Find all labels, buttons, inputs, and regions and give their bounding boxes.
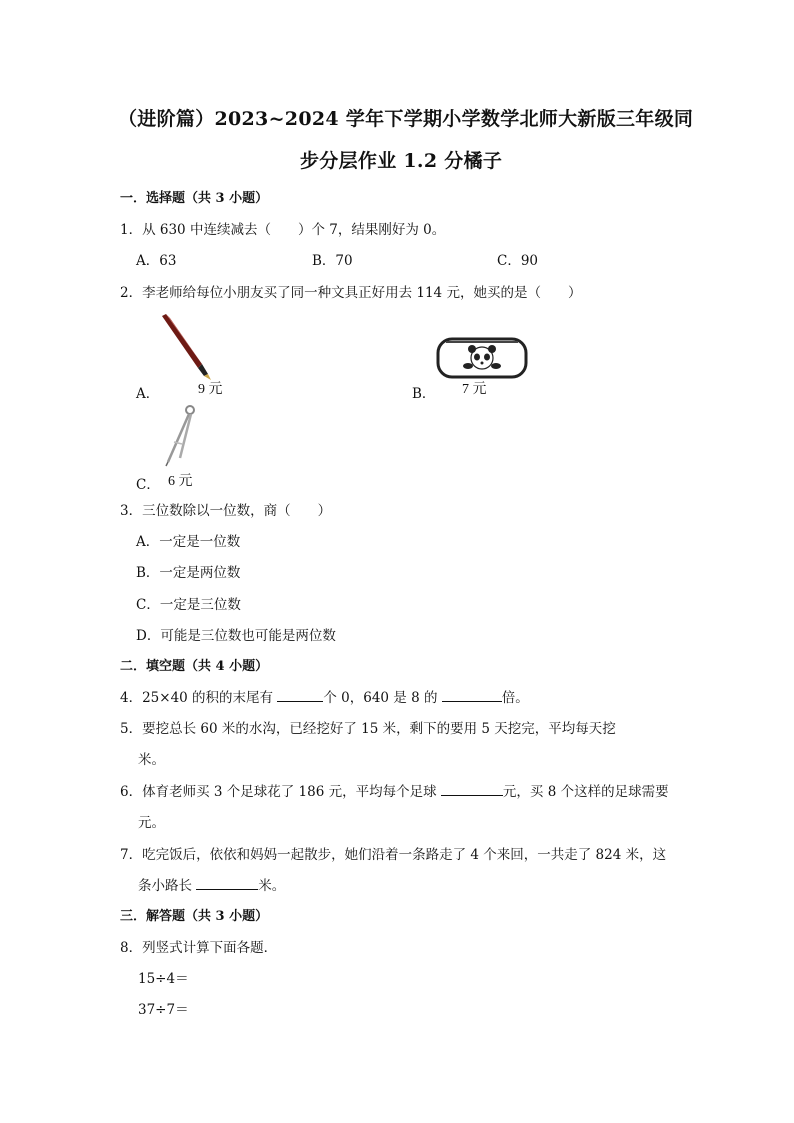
- question-4-blank-1[interactable]: [277, 689, 323, 702]
- question-2-option-b-price: 7 元: [462, 382, 487, 397]
- question-7-line2: [138, 874, 285, 894]
- question-3-option-d: D．可能是三位数也可能是两位数: [136, 628, 336, 644]
- question-7-part-a: 条小路长: [138, 878, 197, 894]
- question-1-option-c: C．90: [497, 253, 539, 269]
- question-3-option-c: C．一定是三位数: [136, 597, 241, 613]
- question-3-option-b: B．一定是两位数: [136, 565, 241, 581]
- question-7-blank[interactable]: [196, 877, 258, 890]
- question-4-part-c: 倍。: [501, 690, 529, 706]
- question-4-part-a: 4．25×40 的积的末尾有: [120, 690, 278, 706]
- question-6: [120, 780, 669, 800]
- question-4-blank-2[interactable]: [442, 689, 502, 702]
- question-4-part-b: 个 0，640 是 8 的: [323, 690, 442, 706]
- question-8-text: 8．列竖式计算下面各题．: [120, 940, 278, 956]
- question-6-blank[interactable]: [441, 783, 503, 796]
- question-1-option-a: A．63: [136, 253, 177, 269]
- question-6-part-b: 元，买 8 个这样的足球需要: [502, 784, 669, 800]
- question-5-line1: 5．要挖总长 60 米的水沟，已经挖好了 15 米，剩下的要用 5 天挖完，平均每天挖: [120, 721, 616, 737]
- question-8-item-1: 15÷4＝: [138, 971, 189, 987]
- panda-pencil-case-icon: [436, 336, 528, 380]
- compass-icon: [160, 402, 200, 468]
- question-3-text: 3．三位数除以一位数，商（ ）: [120, 503, 332, 519]
- section-heading-fill: 二．填空题（共 4 小题）: [120, 659, 269, 674]
- page-title-line1: （进阶篇）2023~2024 学年下学期小学数学北师大新版三年级同: [118, 108, 694, 130]
- question-2-text: 2．李老师给每位小朋友买了同一种文具正好用去 114 元，她买的是（ ）: [120, 285, 582, 301]
- question-6-part-a: 6．体育老师买 3 个足球花了 186 元，平均每个足球: [120, 784, 441, 800]
- question-2-option-a-label: A．: [136, 386, 160, 402]
- question-7-line1: 7．吃完饭后，依依和妈妈一起散步，她们沿着一条路走了 4 个来回，一共走了 824 米，这: [120, 847, 667, 863]
- section-heading-choice: 一．选择题（共 3 小题）: [120, 191, 269, 206]
- question-4: [120, 686, 529, 706]
- question-2-option-b-label: B．: [412, 386, 436, 402]
- question-8-item-2: 37÷7＝: [138, 1002, 189, 1018]
- question-7-part-b: 米。: [258, 878, 286, 894]
- question-2-option-c-label: C．: [136, 477, 160, 493]
- question-2-option-c-price: 6 元: [168, 474, 193, 489]
- page-title-line2: 步分层作业 1.2 分橘子: [300, 150, 503, 172]
- question-6-line2: 元。: [138, 815, 165, 831]
- question-3-option-a: A．一定是一位数: [136, 534, 241, 550]
- section-heading-solve: 三．解答题（共 3 小题）: [120, 909, 269, 924]
- question-1-text: 1．从 630 中连续减去（ ）个 7，结果刚好为 0。: [120, 222, 446, 238]
- fountain-pen-icon: [158, 312, 218, 382]
- question-1-option-b: B．70: [312, 253, 353, 269]
- question-5-line2: 米。: [138, 752, 165, 768]
- question-2-option-a-price: 9 元: [198, 382, 223, 397]
